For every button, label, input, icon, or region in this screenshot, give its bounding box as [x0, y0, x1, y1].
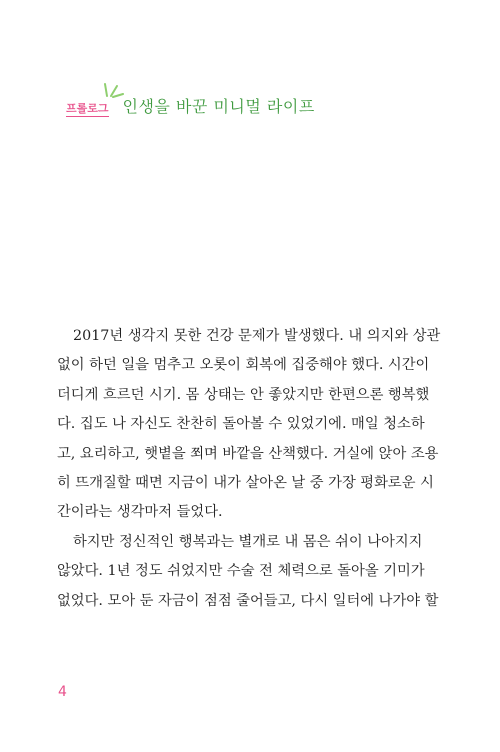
- text-line: 하지만 정신적인 행복과는 별개로 내 몸은 쉬이 나아지지: [73, 533, 423, 550]
- text-line: 고, 요리하고, 햇볕을 쬐며 바깥을 산책했다. 거실에 앉아 조용: [57, 445, 439, 462]
- text-line: 히 뜨개질할 때면 지금이 내가 살아온 날 중 가장 평화로운 시: [57, 474, 434, 491]
- text-line: 않았다. 1년 정도 쉬었지만 수술 전 체력으로 돌아올 기미가: [57, 563, 425, 580]
- chapter-label-wrap: [66, 97, 109, 116]
- chapter-title: 인생을 바꾼 미니멀 라이프: [122, 97, 315, 116]
- text-line: 다. 집도 나 자신도 찬찬히 돌아볼 수 있었기에. 매일 청소하: [57, 416, 425, 433]
- chapter-label: 프롤로그: [66, 102, 109, 115]
- text-line: 없이 하던 일을 멈추고 오롯이 회복에 집중해야 했다. 시간이: [57, 357, 430, 374]
- page-number: 4: [58, 684, 67, 700]
- text-line: 2017년 생각지 못한 건강 문제가 발생했다. 내 의지와 상관: [73, 328, 441, 344]
- sparkle-icon: [103, 80, 125, 98]
- body-text: [57, 322, 441, 616]
- chapter-header: [66, 94, 315, 117]
- text-line: 없었다. 모아 둔 자금이 점점 줄어들고, 다시 일터에 나가야 할: [57, 592, 439, 609]
- text-line: 더디게 흐르던 시기. 몸 상태는 안 좋았지만 한편으론 행복했: [57, 386, 430, 403]
- text-line: 간이라는 생각마저 들었다.: [57, 504, 223, 521]
